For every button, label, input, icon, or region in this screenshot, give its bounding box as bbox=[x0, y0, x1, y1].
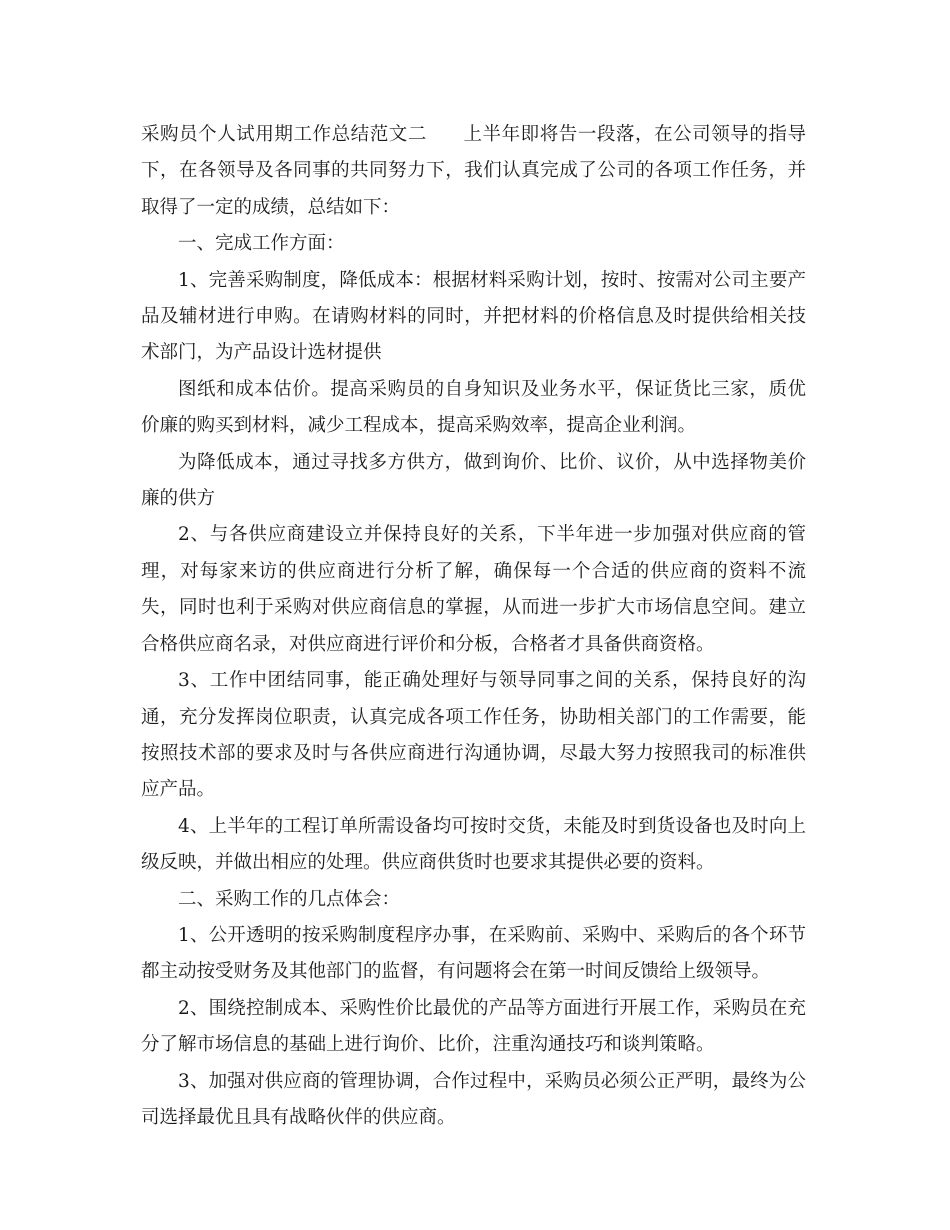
section-2-item-2: 2、围绕控制成本、采购性价比最优的产品等方面进行开展工作，采购员在充分了解市场信息的基础上进行询价、比价，注重沟通技巧和谈判策略。 bbox=[141, 997, 806, 1056]
document-title: 采购员个人试用期工作总结范文二 bbox=[141, 124, 427, 145]
document-body bbox=[141, 117, 806, 1136]
section-1-item-4: 4、上半年的工程订单所需设备均可按时交货，未能及时到货设备也及时向上级反映，并做出相应的处理。供应商供货时也要求其提供必要的资料。 bbox=[141, 815, 806, 874]
intro-text: 上半年即将告一段落，在公司领导的指导下，在各领导及各同事的共同努力下，我们认真完成了公司的各项工作任务，并取得了一定的成绩，总结如下： bbox=[141, 124, 806, 218]
section-2-item-3: 3、加强对供应商的管理协调，合作过程中，采购员必须公正严明，最终为公司选择最优且具有战略伙伴的供应商。 bbox=[141, 1070, 806, 1128]
section-1-item-1-continued: 图纸和成本估价。提高采购员的自身知识及业务水平，保证货比三家，质优价廉的购买到材料，减少工程成本，提高采购效率，提高企业利润。 bbox=[141, 378, 806, 437]
section-1-heading: 一、完成工作方面： bbox=[178, 233, 345, 255]
title-and-intro-paragraph bbox=[141, 117, 806, 226]
section-1-item-3: 3、工作中团结同事，能正确处理好与领导同事之间的关系，保持良好的沟通，充分发挥岗位职责，认真完成各项工作任务，协助相关部门的工作需要，能按照技术部的要求及时与各供应商进行沟通协调，尽最大努力按照我司的标准供应产品。 bbox=[141, 670, 806, 801]
section-1-item-2: 2、与各供应商建设立并保持良好的关系，下半年进一步加强对供应商的管理，对每家来访的供应商进行分析了解，确保每一个合适的供应商的资料不流失，同时也利于采购对供应商信息的掌握，从而进一步扩大市场信息空间。建立合格供应商名录，对供应商进行评价和分板，合格者才具备供商资格。 bbox=[141, 524, 806, 655]
section-1-item-1: 1、完善采购制度，降低成本：根据材料采购计划，按时、按需对公司主要产品及辅材进行申购。在请购材料的同时，并把材料的价格信息及时提供给相关技术部门，为产品设计选材提供 bbox=[141, 269, 806, 364]
section-2-item-1: 1、公开透明的按采购制度程序办事，在采购前、采购中、采购后的各个环节都主动按受财务及其他部门的监督，有问题将会在第一时间反馈给上级领导。 bbox=[141, 924, 806, 983]
section-2-heading: 二、采购工作的几点体会： bbox=[178, 888, 401, 910]
section-1-item-1-extra: 为降低成本，通过寻找多方供方，做到询价、比价、议价，从中选择物美价廉的供方 bbox=[141, 451, 806, 510]
